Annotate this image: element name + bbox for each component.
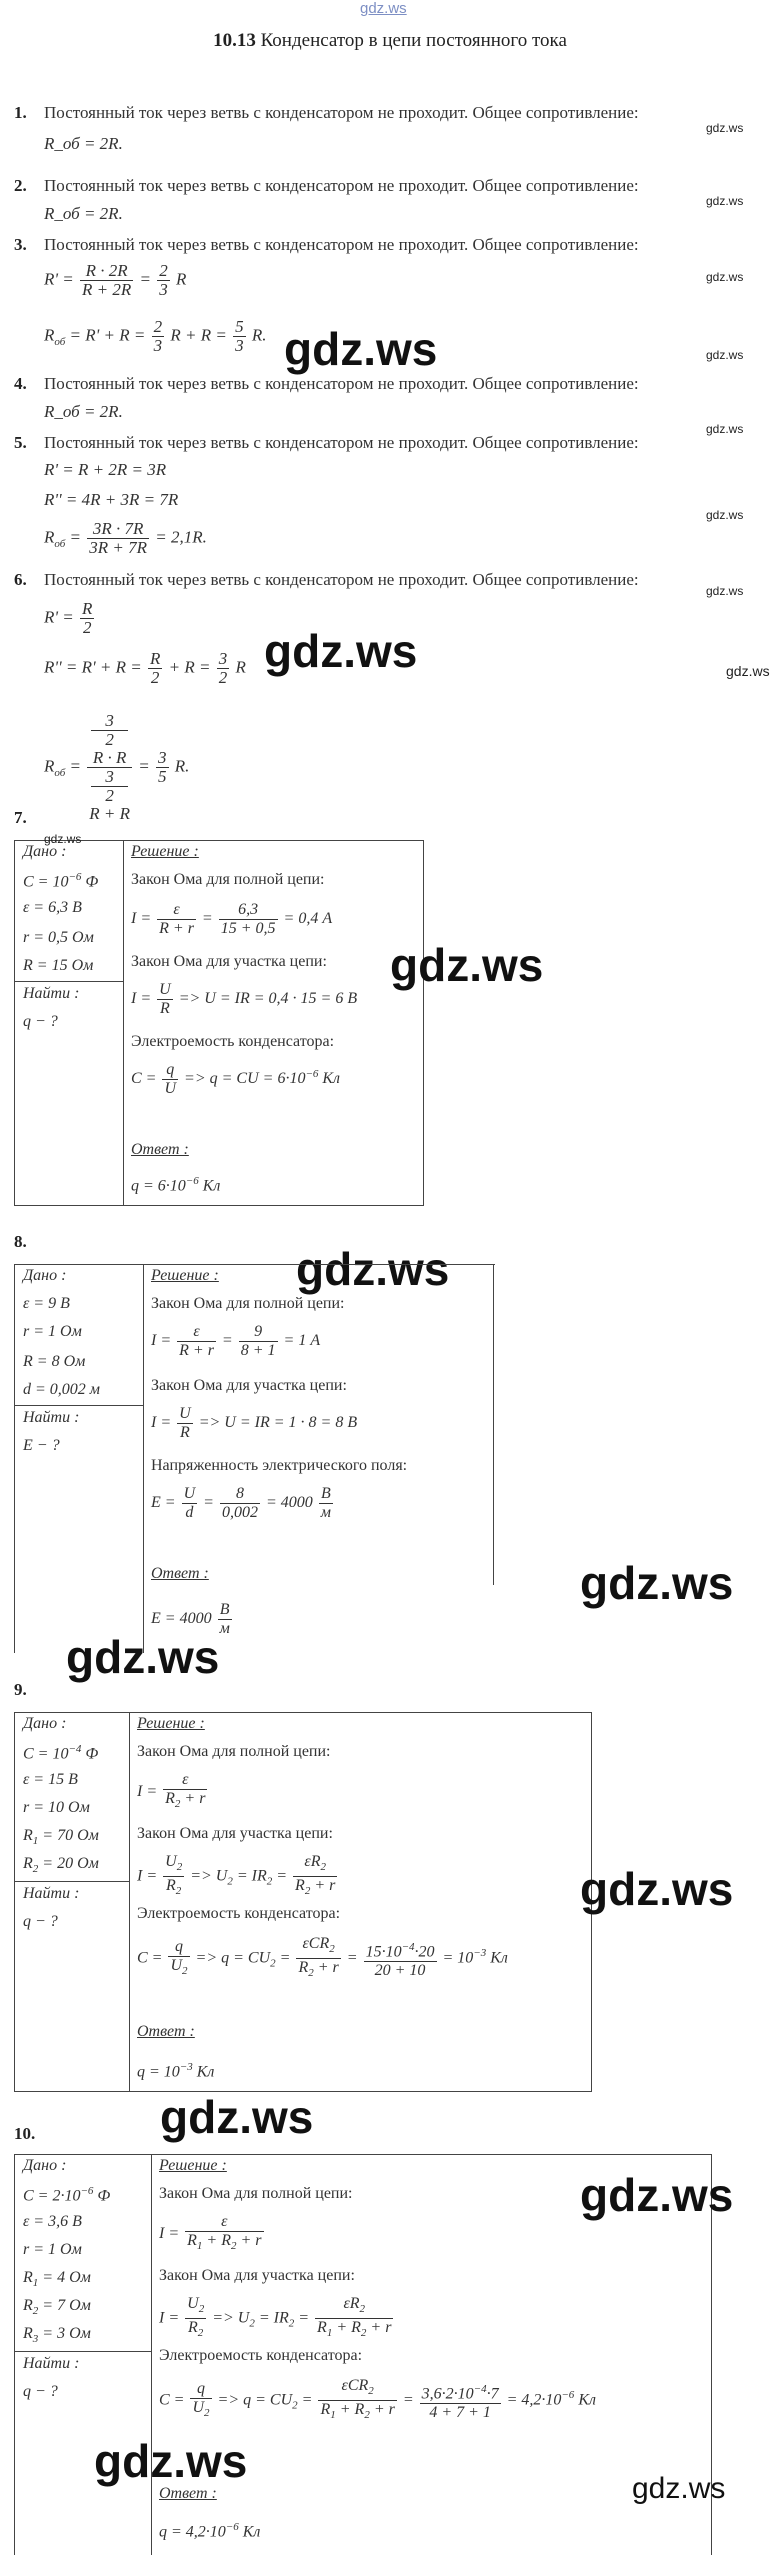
given-label: Дано :: [23, 1715, 67, 1732]
watermark-large: gdz.ws: [284, 323, 438, 375]
solution-label: Решение :: [151, 1267, 219, 1284]
solution-step-label: Электроемость конденсатора:: [131, 1033, 335, 1050]
problem-6-formula-3: $R_{об}$ = 3 2 R · R 3 2 R + R = $\frac{3}{5}$ R.: [44, 711, 190, 823]
find-label: Найти :: [23, 2355, 80, 2372]
problem-6-text: Постоянный ток через ветвь с конденсатором не проходит. Общее сопротивление:: [44, 570, 639, 589]
answer-label: Ответ :: [131, 1141, 189, 1158]
given-item: ε = 15 В: [23, 1771, 78, 1788]
find-label: Найти :: [23, 1409, 80, 1426]
given-item: $C = 10^{-4}$ Ф: [23, 1743, 99, 1763]
solution-formula: I = $\frac{\varepsilon}{R + r}$ = $\frac{6,3}{15 + 0,5}$ = 0,4 А: [131, 901, 333, 937]
problem-6-formula-2: R'' = R' + R = $\frac{R}{2}$ + R = $\frac{3}{2}$ R: [44, 649, 246, 687]
given-label: Дано :: [23, 1267, 67, 1284]
solution-step-label: Закон Ома для участка цепи:: [137, 1825, 333, 1842]
watermark-large: gdz.ws: [296, 1243, 450, 1295]
watermark-small: gdz.ws: [726, 663, 770, 679]
given-item: R = 8 Ом: [23, 1353, 86, 1370]
find-label: Найти :: [23, 985, 80, 1002]
table-divider: [143, 1265, 144, 1653]
solution-label: Решение :: [131, 843, 199, 860]
solution-step-label: Закон Ома для полной цепи:: [159, 2185, 353, 2202]
solution-formula: I = $\frac{U}{R}$ => U = IR = 1 · 8 = 8 В: [151, 1405, 358, 1441]
watermark-small: gdz.ws: [706, 508, 744, 522]
solution-step-label: Закон Ома для полной цепи:: [137, 1743, 331, 1760]
solution-step-label: Напряженность электрического поля:: [151, 1457, 408, 1474]
problem-1-number: 1.: [14, 103, 27, 122]
solution-step-label: Электроемость конденсатора:: [159, 2347, 363, 2364]
solution-label: Решение :: [159, 2157, 227, 2174]
problem-5-formula-1: R' = R + 2R = 3R: [44, 460, 167, 479]
watermark-medium: gdz.ws: [632, 2472, 726, 2505]
watermark-small: gdz.ws: [44, 832, 82, 846]
answer-value: $q = 4,2\cdot 10^{-6}$ Кл: [159, 2521, 261, 2541]
watermark-large: gdz.ws: [160, 2091, 314, 2143]
solution-step-label: Закон Ома для участка цепи:: [159, 2267, 355, 2284]
problem-1-text: Постоянный ток через ветвь с конденсатором не проходит. Общее сопротивление:: [44, 103, 639, 122]
problem-8-number: 8.: [14, 1232, 27, 1251]
table-divider: [151, 2155, 152, 2555]
problem-3-formula-2: $R_{об} = R' + R$ = $\frac{2}{3}$ R + R = $\frac{5}{3}$ R.: [44, 317, 267, 355]
answer-value: $q = 6\cdot 10^{-6}$ Кл: [131, 1175, 221, 1195]
solution-formula: I = $\frac{U}{R}$ => U = IR = 0,4 · 15 = 6 В: [131, 981, 358, 1017]
problem-9-table: [14, 1712, 592, 2092]
solution-formula: I = $\frac{U_2}{R_2}$ => $U_2 = IR_2$ = $\frac{\varepsilon R_2}{R_1 + R_2 + r}$: [159, 2295, 392, 2340]
given-item: $C = 2\cdot 10^{-6}$ Ф: [23, 2185, 111, 2205]
problem-2-text: Постоянный ток через ветвь с конденсатором не проходит. Общее сопротивление:: [44, 176, 639, 195]
title-text: Конденсатор в цепи постоянного тока: [260, 30, 567, 51]
watermark-large: gdz.ws: [580, 1557, 734, 1609]
problem-10-number: 10.: [14, 2124, 36, 2143]
table-divider: [15, 2351, 151, 2352]
problem-3-number: 3.: [14, 235, 27, 254]
given-item: R = 15 Ом: [23, 957, 94, 974]
problem-6-formula-1: R' = $\frac{R}{2}$: [44, 599, 93, 637]
solution-step-label: Закон Ома для полной цепи:: [151, 1295, 345, 1312]
top-watermark-link[interactable]: gdz.ws: [360, 0, 407, 17]
solution-formula: I = $\frac{\varepsilon}{R_2 + r}$: [137, 1771, 206, 1811]
answer-value: E = 4000 $\frac{В}{м}$: [151, 1601, 230, 1637]
solution-formula: C = $\frac{q}{U_2}$ => $q = CU_2$ = $\frac{\varepsilon CR_2}{R_2 + r}$ = $\frac{15\cdot 10^{-4}\cdot 20}{20 + 10}$ = $10^{-3}$ Кл: [137, 1935, 508, 1980]
watermark-large: gdz.ws: [94, 2435, 248, 2487]
given-label: Дано :: [23, 2157, 67, 2174]
watermark-small: gdz.ws: [706, 584, 744, 598]
given-item: d = 0,002 м: [23, 1381, 101, 1398]
solution-formula: I = $\frac{\varepsilon}{R_1 + R_2 + r}$: [159, 2213, 262, 2253]
given-item: r = 1 Ом: [23, 1323, 82, 1340]
given-label: Дано :: [23, 843, 67, 860]
solution-formula: C = $\frac{q}{U}$ => q = CU = $6\cdot 10^{-6}$ Кл: [131, 1061, 340, 1097]
given-item: $R_3 = 3$ Ом: [23, 2325, 91, 2346]
table-divider: [493, 1265, 494, 1585]
table-divider: [129, 1713, 130, 2091]
solution-step-label: Закон Ома для участка цепи:: [131, 953, 327, 970]
answer-label: Ответ :: [137, 2023, 195, 2040]
problem-5-formula-3: $R_{об}$ = $\frac{3R \cdot 7R}{3R + 7R}$ = 2,1R.: [44, 519, 207, 557]
table-divider: [15, 1881, 129, 1882]
given-item: ε = 6,3 В: [23, 899, 82, 916]
solution-formula: I = $\frac{U_2}{R_2}$ => $U_2 = IR_2$ = $\frac{\varepsilon R_2}{R_2 + r}$: [137, 1853, 336, 1898]
given-item: ε = 3,6 В: [23, 2213, 82, 2230]
watermark-large: gdz.ws: [580, 2169, 734, 2221]
page-title: [0, 30, 780, 52]
table-divider: [123, 841, 124, 1205]
problem-8-table: [14, 1264, 495, 1653]
problem-6-number: 6.: [14, 570, 27, 589]
given-item: $R_1 = 4$ Ом: [23, 2269, 91, 2290]
problem-5-number: 5.: [14, 433, 27, 452]
solution-step-label: Закон Ома для участка цепи:: [151, 1377, 347, 1394]
watermark-large: gdz.ws: [66, 1631, 220, 1683]
find-label: Найти :: [23, 1885, 80, 1902]
solution-formula: C = $\frac{q}{U_2}$ => $q = CU_2$ = $\frac{\varepsilon CR_2}{R_1 + R_2 + r}$ = $\frac{3,6\cdot 2\cdot 10^{-4}\cdot 7}{4 + 7 + 1}$ = $4,2\cdot 10^{-6}$ Кл: [159, 2377, 596, 2422]
watermark-small: gdz.ws: [706, 194, 744, 208]
answer-label: Ответ :: [151, 1565, 209, 1582]
problem-1-formula: R_об = 2R.: [44, 134, 123, 153]
solution-label: Решение :: [137, 1715, 205, 1732]
solution-step-label: Электроемость конденсатора:: [137, 1905, 341, 1922]
problem-4-text: Постоянный ток через ветвь с конденсатором не проходит. Общее сопротивление:: [44, 374, 639, 393]
problem-5-formula-2: R'' = 4R + 3R = 7R: [44, 490, 179, 509]
watermark-small: gdz.ws: [706, 121, 744, 135]
solution-step-label: Закон Ома для полной цепи:: [131, 871, 325, 888]
given-item: r = 10 Ом: [23, 1799, 90, 1816]
answer-value: $q = 10^{-3}$ Кл: [137, 2061, 215, 2081]
title-number: 10.13: [213, 30, 256, 51]
given-item: r = 0,5 Ом: [23, 929, 94, 946]
problem-4-formula: R_об = 2R.: [44, 402, 123, 421]
watermark-large: gdz.ws: [264, 625, 418, 677]
answer-label: Ответ :: [159, 2485, 217, 2502]
problem-4-number: 4.: [14, 374, 27, 393]
given-item: $R_2 = 7$ Ом: [23, 2297, 91, 2318]
table-divider: [15, 981, 123, 982]
watermark-large: gdz.ws: [390, 939, 544, 991]
find-item: q − ?: [23, 2383, 58, 2400]
find-item: q − ?: [23, 1913, 58, 1930]
given-item: ε = 9 В: [23, 1295, 70, 1312]
problem-5-text: Постоянный ток через ветвь с конденсатором не проходит. Общее сопротивление:: [44, 433, 639, 452]
problem-2-number: 2.: [14, 176, 27, 195]
solution-formula: E = $\frac{U}{d}$ = $\frac{8}{0,002}$ = 4000 $\frac{В}{м}$: [151, 1485, 331, 1521]
problem-3-formula-1: R' = $\frac{R \cdot 2R}{R + 2R}$ = $\frac{2}{3}$ R: [44, 261, 187, 299]
problem-9-number: 9.: [14, 1680, 27, 1699]
watermark-small: gdz.ws: [706, 348, 744, 362]
solution-formula: I = $\frac{\varepsilon}{R + r}$ = $\frac{9}{8 + 1}$ = 1 А: [151, 1323, 321, 1359]
table-divider: [15, 1405, 143, 1406]
find-item: E − ?: [23, 1437, 60, 1454]
given-item: $C = 10^{-6}$ Ф: [23, 871, 99, 891]
watermark-small: gdz.ws: [706, 270, 744, 284]
given-item: $R_2 = 20$ Ом: [23, 1855, 99, 1876]
problem-7-number: 7.: [14, 808, 27, 827]
problem-2-formula: R_об = 2R.: [44, 204, 123, 223]
problem-3-text: Постоянный ток через ветвь с конденсатором не проходит. Общее сопротивление:: [44, 235, 639, 254]
find-item: q − ?: [23, 1013, 58, 1030]
watermark-small: gdz.ws: [706, 422, 744, 436]
given-item: $R_1 = 70$ Ом: [23, 1827, 99, 1848]
problem-7-table: [14, 840, 424, 1206]
watermark-large: gdz.ws: [580, 1863, 734, 1915]
given-item: r = 1 Ом: [23, 2241, 82, 2258]
